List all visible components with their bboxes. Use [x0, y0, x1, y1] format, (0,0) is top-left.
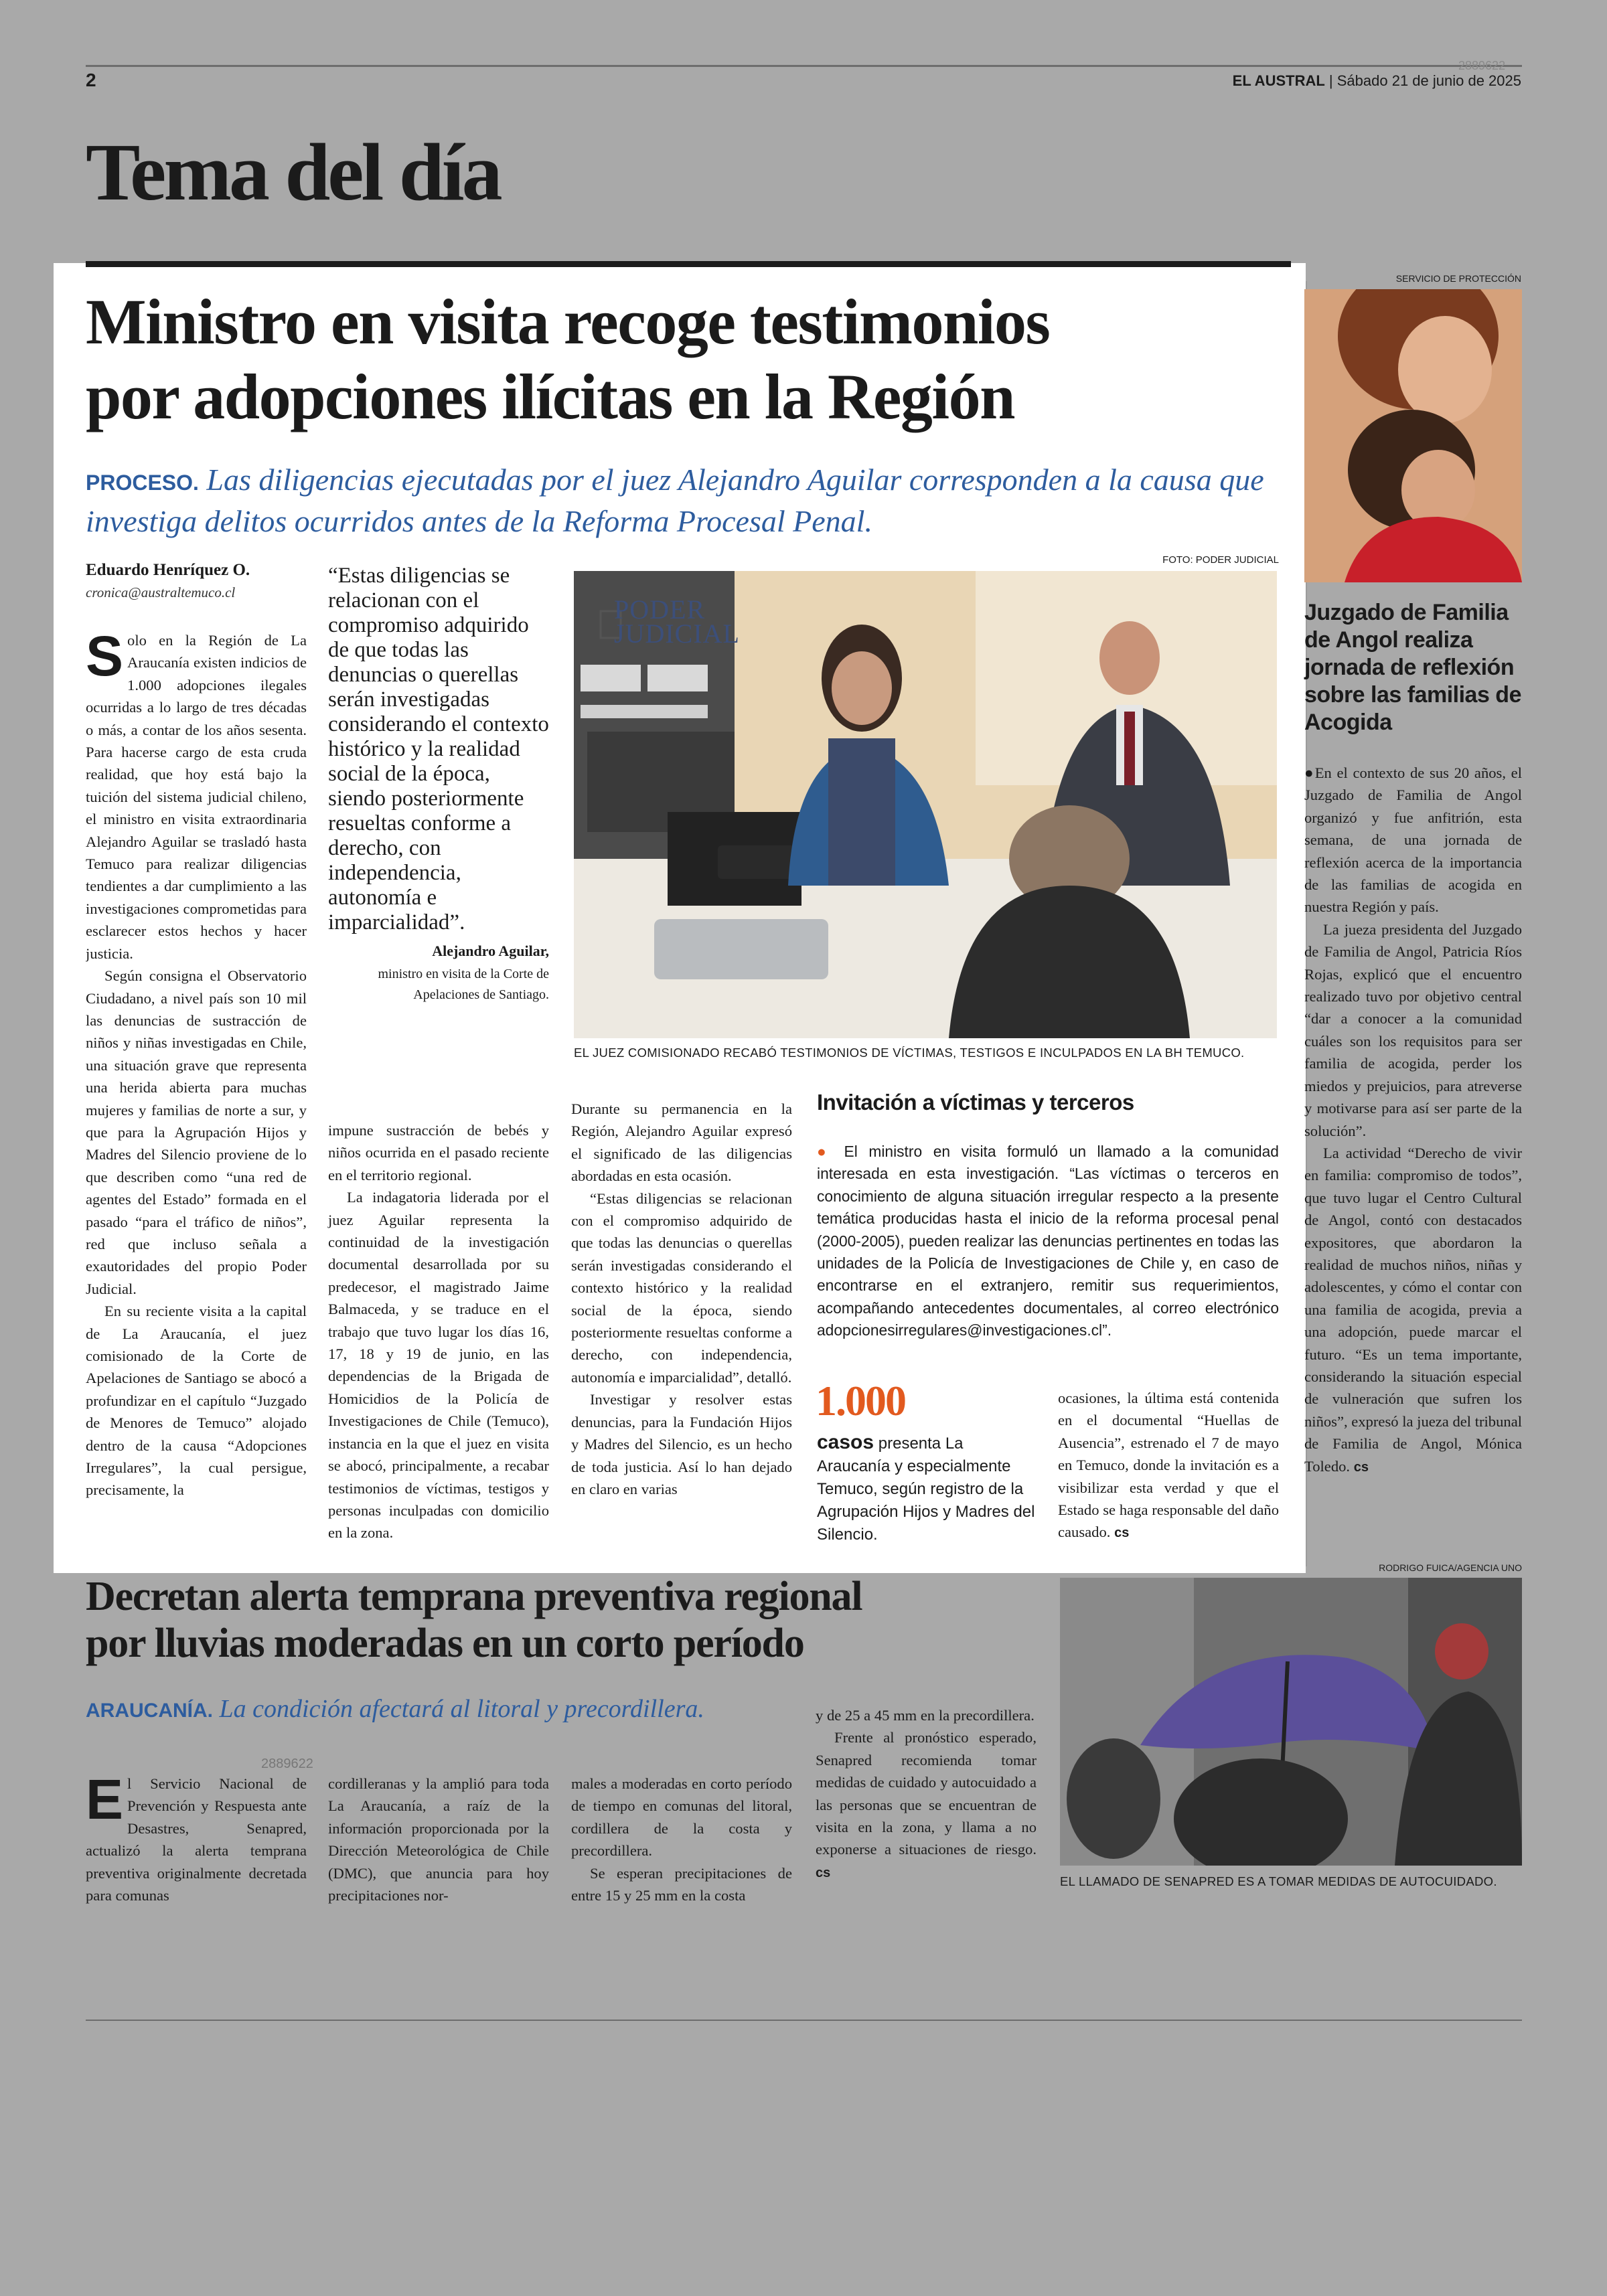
main-col2-p2: La indagatoria liderada por el juez Aguilar representa la continuidad de la investigación documental desarrollada por su predecesor, el magistrado Jaime Balmaceda, y se traduce en el trabajo que tuvo lugar los días 16, 17, 18 y 19 de junio, en las dependencias de la Brigada de Homicidios de la Policía de Investigaciones de Chile (Temuco), instancia en la que el juez en visita se abocó, principalmente, a recabar testimonios de víctimas, testigos y personas inculpadas con domicilio en la zona.: [328, 1189, 549, 1542]
main-kicker: PROCESO.: [86, 471, 199, 495]
main-headline-line2: por adopciones ilícitas en la Región: [86, 361, 1014, 432]
bottom-headline-line2: por lluvias moderadas en un corto período: [86, 1621, 804, 1666]
main-headline: [86, 284, 1291, 434]
bottom-col4-p1: y de 25 a 45 mm en la precordillera.: [816, 1707, 1035, 1724]
side-body: [1304, 762, 1522, 1479]
stat-label: casos: [817, 1431, 874, 1453]
side-p1: En el contexto de sus 20 años, el Juzgado de Familia de Angol organizó y fue anfitrión, esta semana, de una jornada de reflexión acerca de la importancia de las familias de acogida en nuestra Región y país.: [1304, 764, 1522, 916]
family-photo-image: [1304, 289, 1522, 582]
publication-name: EL AUSTRAL: [1232, 72, 1325, 89]
page-number: 2: [86, 70, 96, 90]
bottom-photo-caption: EL LLAMADO DE SENAPRED ES A TOMAR MEDIDAS DE AUTOCUIDADO.: [1060, 1874, 1497, 1888]
main-deck: [86, 461, 1278, 541]
photo-logo: [614, 594, 740, 649]
quote-role: ministro en visita de la Corte de Apelaciones de Santiago.: [378, 967, 549, 1002]
bottom-col3: [571, 1773, 792, 1906]
photo-logo-line2: JUDICIAL: [614, 619, 740, 649]
main-col3: [571, 1098, 792, 1500]
main-dropcap: S: [86, 629, 124, 687]
bottom-photo-credit: RODRIGO FUICA/AGENCIA UNO: [1379, 1562, 1522, 1573]
dateline-separator: |: [1328, 72, 1337, 89]
invitation-box-title: Invitación a víctimas y terceros: [817, 1090, 1134, 1115]
photo-logo-line1: PODER: [614, 594, 706, 625]
main-photo-caption: EL JUEZ COMISIONADO RECABÓ TESTIMONIOS DE VÍCTIMAS, TESTIGOS E INCULPADOS EN LA BH TEMUCO.: [574, 1046, 1245, 1060]
main-photo-credit: FOTO: PODER JUDICIAL: [1162, 554, 1279, 566]
bottom-code: 2889622: [261, 1756, 313, 1771]
header-code: 2889622: [1458, 59, 1506, 72]
main-col2: [328, 1119, 549, 1544]
main-photo: [574, 571, 1277, 1038]
invitation-box-body: El ministro en visita formuló un llamado a la comunidad interesada en esta investigación. “Las víctimas o terceros en conocimiento de alguna situación irregular respecto a la presente temática producidas hasta el inicio de la reforma procesal penal (2000-2005), pueden realizar las denuncias pertinentes en todas las unidades de la Policía de Investigaciones de Chile y, en caso de encontrarse en el extranjero, remitir sus requerimientos, acompañando antecedentes documentales, al correo electrónico adopcionesirregulares@investigaciones.cl”.: [817, 1143, 1279, 1339]
bottom-end-mark-icon: cs: [816, 1865, 831, 1880]
umbrella-photo-image: [1060, 1578, 1522, 1866]
side-bullet: ●: [1304, 764, 1315, 781]
stat-number: 1.000: [816, 1377, 905, 1424]
side-photo-credit: SERVICIO DE PROTECCIÓN: [1395, 273, 1521, 284]
bottom-col3-p2: Se esperan precipitaciones de entre 15 y 25 mm en la costa: [571, 1864, 792, 1904]
header-dateline: [1233, 72, 1521, 90]
bottom-kicker: ARAUCANÍA.: [86, 1700, 213, 1722]
bottom-col4-p2: Frente al pronóstico esperado, Senapred recomienda tomar medidas de cuidado y autocuidado a las personas que se encuentran de visita en la zona, y llama a no exponerse a situaciones de riesgo.: [816, 1729, 1037, 1858]
main-col1-p2: Según consigna el Observatorio Ciudadano, a nivel país son 10 mil las denuncias de sustracción de niños y niñas investigadas en Chile, una situación grave que representa una herida abierta para muchas mujeres y familias de norte a sur, y que para la Agrupación Hijos y Madres del Silencio proviene de lo que describen como “una red de agentes del Estado” formada en el pasado “para el tráfico de niños”, red que incluso señala a exautoridades del propio Poder Judicial.: [86, 967, 307, 1297]
main-col3-p3: Investigar y resolver estas denuncias, para la Fundación Hijos y Madres del Silencio, es un hecho de toda justicia. Así lo han dejado en claro en varias: [571, 1391, 792, 1497]
main-deck-text: Las diligencias ejecutadas por el juez Alejandro Aguilar corresponden a la causa que investiga delitos ocurridos antes de la Reforma Procesal Penal.: [86, 463, 1264, 538]
bottom-col2: [328, 1773, 549, 1906]
main-col5: [1058, 1387, 1279, 1545]
author-email: cronica@australtemuco.cl: [86, 584, 236, 600]
section-title: Tema del día: [86, 127, 500, 218]
main-headline-line1: Ministro en visita recoge testimonios: [86, 286, 1050, 357]
main-col3-p2: “Estas diligencias se relacionan con el compromiso adquirido de que todas las denuncias o querellas serán investigadas considerando el contexto histórico y la realidad social de la época, siendo posteriormente resueltas conforme a derecho, con independencia, autonomía e imparcialidad”, detalló.: [571, 1190, 792, 1386]
main-col1-p3: En su reciente visita a la capital de La Araucanía, el juez comisionado de la Corte de Apelaciones de Santiago se abocó a profundizar en el capítulo “Juzgado de Menores de Temuco” alojado dentro de la causa “Adopciones Irregulares”, la cual persigue, precisamente, la: [86, 1303, 307, 1499]
publication-date: Sábado 21 de junio de 2025: [1336, 72, 1521, 89]
quote-author: Alejandro Aguilar,: [432, 942, 549, 959]
invitation-box-text: [817, 1141, 1279, 1342]
bottom-rule: [86, 2020, 1522, 2021]
bottom-col2-p1: cordilleranas y la amplió para toda La Araucanía, a raíz de la información proporcionada por la Dirección Meteorológica de Chile (DMC), que anuncia para hoy precipitaciones nor-: [328, 1775, 549, 1904]
bottom-col3-p1: males a moderadas en corto período de tiempo en comunas del litoral, cordillera de la costa y precordillera.: [571, 1775, 792, 1860]
side-photo: [1304, 289, 1522, 582]
bottom-deck-text: La condición afectará al litoral y precordillera.: [219, 1695, 704, 1723]
pullquote: “Estas diligencias se relacionan con el compromiso adquirido de que todas las denuncias o querellas serán investigadas considerando el contexto histórico y la realidad social de la época, siendo posteriormente resueltas conforme a derecho, con independencia, autonomía e imparcialidad”.: [328, 564, 549, 934]
end-mark-icon: cs: [1114, 1526, 1130, 1541]
bottom-col1-p1: l Servicio Nacional de Prevención y Respuesta ante Desastres, Senapred, actualizó la alerta temprana preventiva originalmente decretada para comunas: [86, 1775, 307, 1904]
main-col1: [86, 629, 307, 1553]
main-col1-p1: olo en la Región de La Araucanía existen indicios de 1.000 adopciones ilegales ocurridas a lo largo de tres décadas o más, a contar de los años sesenta. Para hacerse cargo de esta cruda realidad, que hoy está bajo la tuición del sistema judicial chileno, el ministro en visita extraordinaria Alejandro Aguilar se trasladó hasta Temuco para realizar diligencias tendientes a dar cumplimiento a las investigaciones comprometidas para esclarecer estos hechos y hacer justicia.: [86, 632, 307, 962]
bottom-col1: [86, 1768, 307, 1906]
main-col5-p1: ocasiones, la última está contenida en el documental “Huellas de Ausencia”, estrenado el 7 de mayo en Temuco, donde la invitación es a visibilizar esta verdad y que el Estado se haga responsable del daño causado.: [1058, 1390, 1279, 1541]
main-col3-p1: Durante su permanencia en la Región, Alejandro Aguilar expresó el significado de las diligencias abordadas en esta ocasión.: [571, 1100, 792, 1185]
side-p3: La actividad “Derecho de vivir en familia: compromiso de todos”, que tuvo lugar el Centro Cultural de Angol, contó con destacados expositores, que abordaron la realidad de muchos niños, niñas y adolescentes, y cómo el contar con una familia de acogida, previa a una adopción, puede marcar el futuro. “Es un tema importante, considerando la situación especial de vulneración que sufren los niños”, expresó la jueza del tribunal de Familia de Angol, Mónica Toledo.: [1304, 1144, 1522, 1475]
bullet-dot: ●: [817, 1143, 833, 1160]
side-end-mark-icon: cs: [1353, 1459, 1369, 1475]
bottom-headline-line1: Decretan alerta temprana preventiva regional: [86, 1574, 862, 1619]
bottom-headline: [86, 1573, 1043, 1667]
side-p2: La jueza presidenta del Juzgado de Familia de Angol, Patricia Ríos Rojas, explicó que el encuentro realizado tuvo por objetivo central “dar a conocer a la comunidad cuáles son los requisitos para ser familia de acogida, perder los miedos y prejuicios, para atreverse y motivarse para así ser parte de la solución”.: [1304, 920, 1522, 1139]
bottom-col4: [816, 1704, 1037, 1884]
side-headline: Juzgado de Familia de Angol realiza jornada de reflexión sobre las familias de Acogida: [1304, 600, 1521, 735]
main-top-rule: [86, 261, 1291, 267]
header-rule: [86, 65, 1522, 67]
main-col2-p1: impune sustracción de bebés y niños ocurrida en el pasado reciente en el territorio regional.: [328, 1122, 549, 1183]
bottom-dropcap: E: [86, 1768, 124, 1831]
author-name: Eduardo Henríquez O.: [86, 561, 250, 579]
bottom-photo: [1060, 1578, 1522, 1866]
stat-text: presenta La Araucanía y especialmente Temuco, según registro de la Agrupación Hijos y Madres del Silencio.: [817, 1434, 1035, 1544]
stat-block: [817, 1431, 1038, 1546]
